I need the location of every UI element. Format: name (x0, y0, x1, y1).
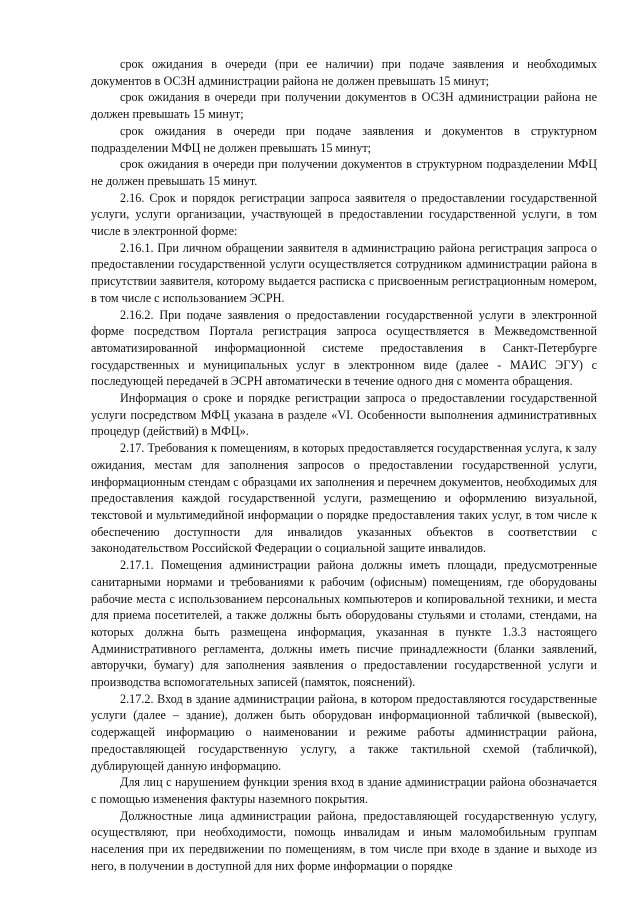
paragraph-queue-osZN-receive: срок ожидания в очереди при получении документов в ОСЗН администрации района не должен превышать 15 минут; (91, 90, 597, 122)
paragraph-2-16-1: 2.16.1. При личном обращении заявителя в администрацию района регистрация запроса о предоставлении государственной услуги осуществляется сотрудником администрации района в присутствии заявителя, которому выдается расписка с присвоенным регистрационным номером, в том числе с использованием ЭСРН. (91, 240, 597, 305)
paragraph-queue-mfc-submit: срок ожидания в очереди при подаче заявления и документов в структурном подразделении МФЦ не должен превышать 15 минут; (91, 123, 597, 155)
document-page (91, 56, 597, 874)
paragraph-mfc-registration-info: Информация о сроке и порядке регистрации запроса о предоставлении государственной услуги посредством МФЦ указана в разделе «VI. Особенности выполнения административных процедур (действий) в МФЦ». (91, 391, 597, 439)
paragraph-2-17-2: 2.17.2. Вход в здание администрации района, в котором предоставляются государственные услуги (далее – здание), должен быть оборудован информационной табличкой (вывеской), содержащей информацию о наименовании и режиме работы администрации района, предоставляющей государственную услугу, а также тактильной схемой (табличкой), дублирующей данную информацию. (91, 691, 597, 773)
paragraph-2-16: 2.16. Срок и порядок регистрации запроса заявителя о предоставлении государственной услуги, услуги организации, участвующей в предоставлении государственной услуги, в том числе в электронной форме: (91, 190, 597, 239)
paragraph-officials-assistance: Должностные лица администрации района, предоставляющей государственную услугу, осуществляют, при необходимости, помощь инвалидам и иным маломобильным группам населения при их передвижении по помещениям, в том числе при входе в здание и выходе из него, в получении в доступной для них форме информации о порядке (91, 808, 597, 873)
paragraph-2-17-1: 2.17.1. Помещения администрации района должны иметь площади, предусмотренные санитарными нормами и требованиями к рабочим (офисным) помещениям, где оборудованы рабочие места с использованием персональных компьютеров и копировальной техники, и места для приема посетителей, а также должны быть оборудованы стульями и столами, стендами, на которых должна быть размещена информация, указанная в пункте 1.3.3 настоящего Административного регламента, должны иметь писчие принадлежности (бланки заявлений, авторучки, бумагу) для заполнения заявления о предоставлении государственной услуги и производства вспомогательных записей (памяток, пояснений). (91, 558, 597, 690)
paragraph-2-16-2: 2.16.2. При подаче заявления о предоставлении государственной услуги в электронной форме посредством Портала регистрация запроса осуществляется в Межведомственной автоматизированной информационной системе предоставления в Санкт-Петербурге государственных и муниципальных услуг в электронном виде (далее - МАИС ЭГУ) с последующей передачей в ЭСРН автоматически в течение одного дня с момента обращения. (91, 307, 597, 389)
paragraph-queue-osZN-submit: срок ожидания в очереди (при ее наличии) при подаче заявления и необходимых документов в ОСЗН администрации района не должен превышать 15 минут; (91, 57, 597, 88)
paragraph-queue-mfc-receive: срок ожидания в очереди при получении документов в структурном подразделении МФЦ не должен превышать 15 минут. (91, 157, 597, 188)
paragraph-vision-impaired-entrance: Для лиц с нарушением функции зрения вход в здание администрации района обозначается с помощью изменения фактуры наземного покрытия. (91, 775, 597, 806)
paragraph-2-17: 2.17. Требования к помещениям, в которых предоставляется государственная услуга, к залу ожидания, местам для заполнения запросов о предоставлении государственной услуги, информационным стендам с образцами их заполнения и перечнем документов, необходимых для предоставления каждой государственной услуги, размещению и оформлению визуальной, текстовой и мультимедийной информации о порядке предоставления таких услуг, в том числе к обеспечению доступности для инвалидов указанных объектов в соответствии с законодательством Российской Федерации о социальной защите инвалидов. (91, 441, 597, 556)
